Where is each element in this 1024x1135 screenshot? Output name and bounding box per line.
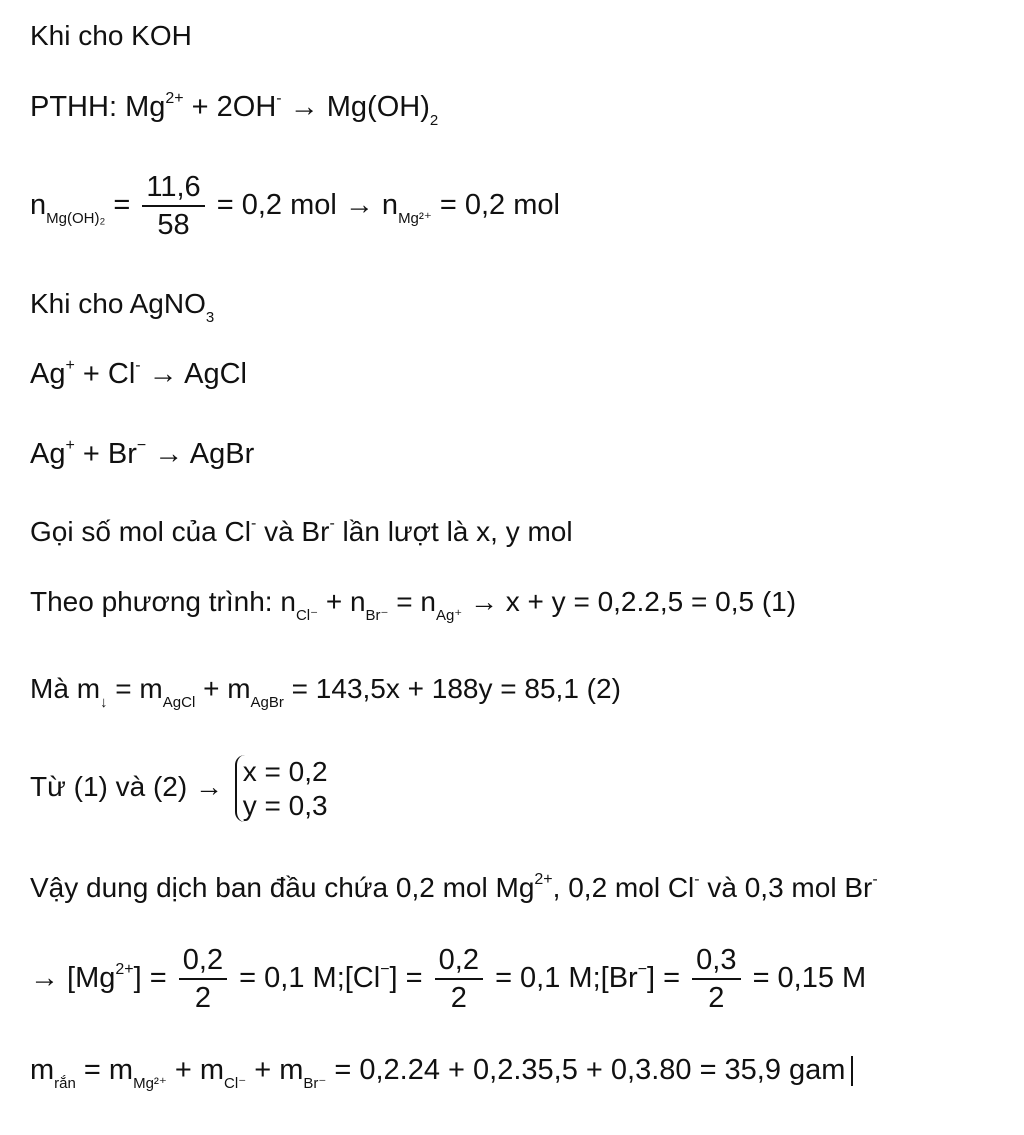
line-he-phuong-trinh: Từ (1) và (2) → x = 0,2 y = 0,3 [30, 756, 328, 821]
line-vay-dung-dich: Vậy dung dịch ban đầu chứa 0,2 mol $Mg^{2+}$, 0,2 mol Cl- và 0,3 mol Br- [30, 871, 878, 903]
line-khi-cho-agno3: Khi cho AgNO$_3$ [30, 288, 215, 326]
line-ma-m-ket-tua: Mà $m_↓ = m_{AgCl} + m_{AgBr} = 143,5x + 188y = 85,1$ (2) [30, 673, 621, 711]
fraction: $\frac{0,2}{2}$ [179, 945, 227, 1014]
fraction: $\frac{0,2}{2}$ [435, 945, 483, 1014]
line-theo-phuong-trinh: Theo phương trình: $n_{Cl^-} + n_{Br^-} = n_{Ag^+} \to x + y = 0,2.2,5 = 0,5$ (1) [30, 586, 797, 624]
line-pthh-equation: PTHH: $Mg^{2+} + 2OH^- \to Mg(OH)_2$ [30, 90, 439, 129]
line-n-mgoh2: $n_{Mg(OH)_2}$ = $\frac{11,6}{58}$ = 0,2 mol → $n_{Mg^{2+}} = 0,2$ mol [30, 171, 560, 242]
equation-system: x = 0,2 y = 0,3 [235, 755, 328, 822]
line-ag-cl: Ag+ + Cl- → AgCl [30, 357, 247, 390]
text-cursor [851, 1056, 853, 1086]
line-m-ran: $m_{rắn} = m_{Mg^{2+}} + m_{Cl^-} + m_{Br^-} = 0,2.24 + 0,2.35,5 + 0,3.80 = 35,9$ gam [30, 1056, 853, 1086]
fraction: $\frac{0,3}{2}$ [692, 945, 740, 1014]
fraction: $\frac{11,6}{58}$ [142, 172, 204, 241]
line-nong-do: → $[Mg^{2+}]$ = $\frac{0,2}{2}$ = 0,1 M;[Cl−] = $\frac{0,2}{2}$ = 0,1 M;[Br−] = $\frac{0,3}{2}$ = 0,15 M [30, 944, 867, 1015]
line-khi-cho-koh: Khi cho KOH [30, 20, 192, 51]
line-ag-br: Ag+ + Br− → AgBr [30, 437, 255, 470]
line-goi-so-mol: Gọi số mol của Cl- và Br- lần lượt là x, y mol [30, 515, 573, 547]
